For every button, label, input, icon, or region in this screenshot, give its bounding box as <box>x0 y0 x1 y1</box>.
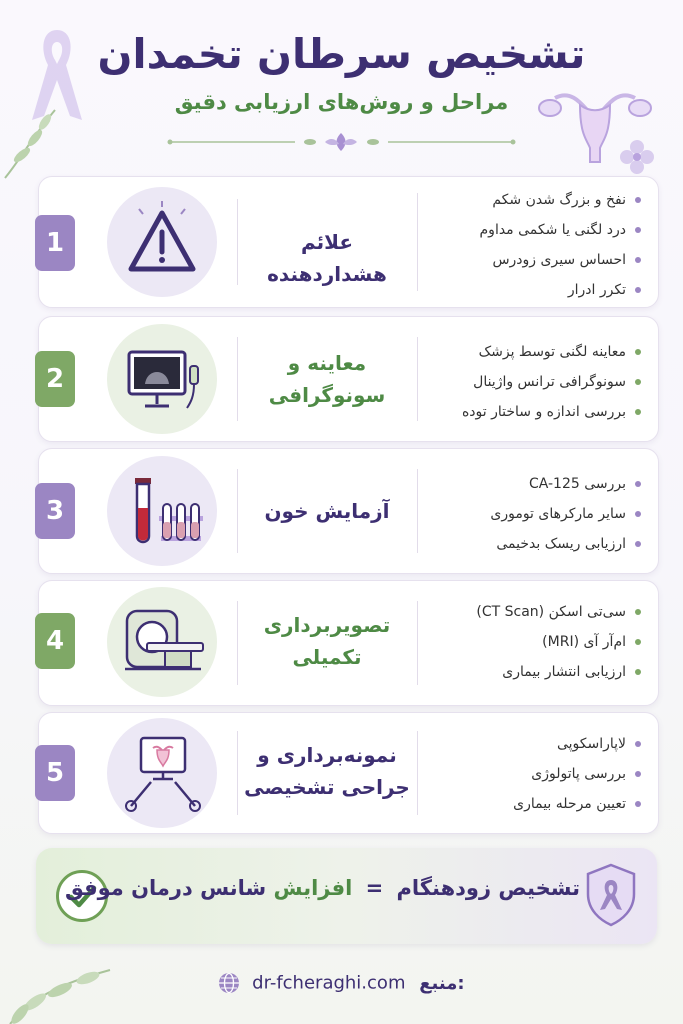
step-items <box>423 469 641 559</box>
icon-container <box>107 187 217 297</box>
page-title: تشخیص سرطان تخمدان <box>97 30 586 78</box>
bullet-icon <box>635 349 641 355</box>
list-item: بررسی CA-125 <box>423 469 641 499</box>
step-card-5 <box>38 712 659 834</box>
list-item: سایر مارکرهای توموری <box>423 499 641 529</box>
divider <box>237 199 238 285</box>
bullet-icon <box>635 771 641 777</box>
banner-text: تشخیص زودهنگام = افزایش شانس درمان موفق <box>64 876 580 900</box>
icon-container <box>107 324 217 434</box>
list-item: معاینه لگنی توسط پزشک <box>423 337 641 367</box>
bullet-icon <box>635 609 641 615</box>
step-items <box>423 185 641 305</box>
globe-icon <box>218 972 240 994</box>
step-items <box>423 337 641 427</box>
divider <box>237 337 238 421</box>
bullet-icon <box>635 257 641 263</box>
list-item: تعیین مرحله بیماری <box>423 789 641 819</box>
bullet-icon <box>635 287 641 293</box>
source-url[interactable]: dr-fcheraghi.com <box>252 972 406 994</box>
list-item: لاپاراسکوپی <box>423 729 641 759</box>
bullet-icon <box>635 481 641 487</box>
list-item: ام‌آر آی (MRI) <box>423 627 641 657</box>
step-card-2 <box>38 316 659 442</box>
list-item: نفخ و بزرگ شدن شکم <box>423 185 641 215</box>
divider <box>417 193 418 291</box>
step-title: معاینه و سونوگرافی <box>268 351 386 407</box>
list-item: احساس سیری زودرس <box>423 245 641 275</box>
list-item: بررسی اندازه و ساختار توده <box>423 397 641 427</box>
step-card-4 <box>38 580 659 706</box>
page-subtitle: مراحل و روش‌های ارزیابی دقیق <box>174 90 509 114</box>
ct-scanner-icon <box>107 587 217 697</box>
list-item: ارزیابی انتشار بیماری <box>423 657 641 687</box>
step-card-1 <box>38 176 659 308</box>
step-title: آزمایش خون <box>264 499 390 523</box>
bullet-icon <box>635 541 641 547</box>
divider <box>417 469 418 553</box>
list-item: سی‌تی اسکن (CT Scan) <box>423 597 641 627</box>
bullet-icon <box>635 227 641 233</box>
bullet-icon <box>635 409 641 415</box>
bullet-icon <box>635 741 641 747</box>
laparoscopy-monitor-icon <box>107 718 217 828</box>
source-line <box>0 972 683 994</box>
list-item: سونوگرافی ترانس واژینال <box>423 367 641 397</box>
divider <box>237 731 238 815</box>
bullet-icon <box>635 669 641 675</box>
bullet-icon <box>635 801 641 807</box>
icon-container <box>107 718 217 828</box>
icon-container <box>107 587 217 697</box>
early-diagnosis-banner <box>36 848 657 944</box>
blood-test-tubes-icon <box>107 456 217 566</box>
step-title: علائم هشداردهنده <box>267 230 387 286</box>
list-item: بررسی پاتولوژی <box>423 759 641 789</box>
divider <box>417 337 418 421</box>
step-number: 3 <box>35 483 75 539</box>
step-title: تصویربرداری تکمیلی <box>263 613 391 669</box>
divider <box>237 601 238 685</box>
step-number: 2 <box>35 351 75 407</box>
bullet-icon <box>635 511 641 517</box>
bullet-icon <box>635 379 641 385</box>
step-title: نمونه‌برداری و جراحی تشخیصی <box>244 743 410 799</box>
warning-icon <box>107 187 217 297</box>
flower-icon <box>612 132 662 182</box>
divider <box>237 469 238 553</box>
list-item: ارزیابی ریسک بدخیمی <box>423 529 641 559</box>
divider <box>417 731 418 815</box>
shield-ribbon-icon <box>584 862 638 928</box>
bullet-icon <box>635 639 641 645</box>
step-items <box>423 597 641 687</box>
divider <box>417 601 418 685</box>
list-item: درد لگنی یا شکمی مداوم <box>423 215 641 245</box>
step-number: 4 <box>35 613 75 669</box>
source-label: منبع: <box>419 972 465 994</box>
step-items <box>423 729 641 819</box>
list-item: تکرر ادرار <box>423 275 641 305</box>
icon-container <box>107 456 217 566</box>
step-number: 1 <box>35 215 75 271</box>
step-card-3 <box>38 448 659 574</box>
ultrasound-monitor-icon <box>107 324 217 434</box>
ornamental-divider <box>165 132 518 152</box>
bullet-icon <box>635 197 641 203</box>
step-number: 5 <box>35 745 75 801</box>
